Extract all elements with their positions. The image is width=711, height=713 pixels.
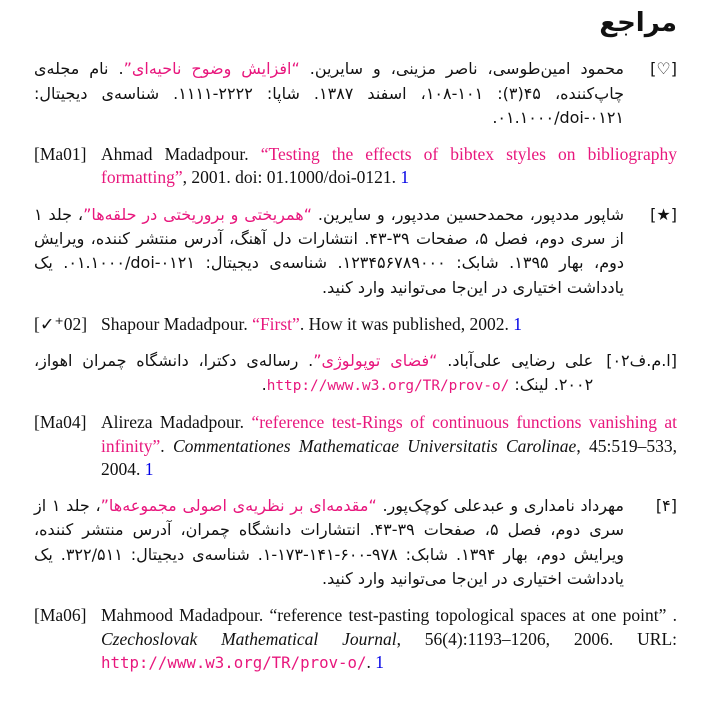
- citation-label: [ا.م.ف۰۲]: [606, 351, 677, 371]
- citation-text: [101, 604, 677, 674]
- reference-title-link[interactable]: “مقدمه‌ای بر نظریه‌ی اصولی مجموعه‌ها”: [100, 496, 377, 516]
- citation-text: [34, 203, 624, 300]
- citation-fragment: مهرداد نامداری و عبدعلی کوچک‌پور.: [376, 496, 624, 516]
- bib-entry: [34, 349, 677, 398]
- citation-fragment: Alireza Madadpour.: [101, 412, 252, 433]
- reference-title-link[interactable]: “فضای توپولوژی”: [313, 351, 438, 371]
- citation-text: [34, 57, 624, 130]
- citation-fragment: ، جلد ۱ از سری دوم، فصل ۵، صفحات ۳۹-۴۳. انتشارات دانشگاه چمران، آدرس منتشر کننده، ویرایش دوم، بهار ۱۳۹۴. شابک:: [34, 496, 625, 564]
- citation-label: [♡]: [650, 59, 677, 79]
- citation-fragment: علی رضایی علی‌آباد.: [437, 351, 594, 371]
- citation-text: [101, 411, 677, 481]
- citation-fragment: ، جلد ۱ از سری دوم، فصل ۵، صفحات ۳۹-۴۳. انتشارات دل آهنگ، آدرس منتشر کننده، ویرایش دوم، بهار ۱۳۹۵. شابک: ۱۲۳۴۵۶۷۸۹۰۰۰. شناسه‌ی دیجیتال:: [34, 204, 625, 273]
- citation-text: [34, 494, 624, 591]
- identifier-number: ۱-۱۷۳-۱۴۱-۶۰۰-۹۷۸: [262, 544, 398, 564]
- citation-fragment: . یک یادداشت اختیاری در این‌جا می‌توانید وارد کنید.: [34, 544, 624, 589]
- citation-fragment: Shapour Madadpour.: [101, 313, 253, 334]
- bib-entry: [34, 313, 677, 336]
- citation-fragment: .: [492, 107, 498, 127]
- references-heading: مراجع: [599, 8, 677, 38]
- citation-fragment: , 2001. doi: 01.1000/doi-0121.: [182, 167, 401, 188]
- identifier-number: ۳۲۲/۵۱۱: [65, 544, 123, 564]
- citation-fragment: . شناسه‌ی دیجیتال:: [122, 544, 263, 564]
- citation-fragment: . نام مجله‌ی چاپ‌کننده، ۴۵(۳): ۱۰۱-۱۰۸، اسفند ۱۳۸۷. شاپا: ۲۲۲۲-۱۱۱۱. شناسه‌ی دیجیتال:: [34, 59, 624, 103]
- reference-title-link[interactable]: “همریختی و بروریختی در حلقه‌ها”: [83, 204, 312, 224]
- citation-fragment: .: [366, 651, 376, 672]
- citation-fragment: شاپور مددپور، محمدحسین مددپور، و سایرین.: [312, 204, 625, 224]
- citation-label: [★]: [650, 204, 677, 224]
- citation-fragment: .: [261, 375, 267, 395]
- backref-page-link[interactable]: 1: [144, 458, 154, 479]
- bib-entry: [34, 57, 677, 130]
- bib-entry: [34, 604, 677, 674]
- bibliography-list: [34, 57, 677, 674]
- citation-text: [101, 313, 677, 336]
- backref-page-link[interactable]: 1: [400, 167, 410, 188]
- journal-name: Commentationes Mathematicae Universitatis Carolinae: [172, 435, 577, 456]
- citation-fragment: Ahmad Madadpour.: [101, 144, 261, 165]
- reference-title-link[interactable]: “First”: [252, 313, 300, 334]
- identifier-number: ۰۱.۱۰۰۰/doi-۰۱۲۱: [68, 253, 195, 273]
- citation-text: [101, 143, 677, 190]
- identifier-number: ۰۱.۱۰۰۰/doi-۰۱۲۱: [497, 107, 624, 127]
- backref-page-link[interactable]: 1: [513, 313, 522, 334]
- citation-fragment: , 56(4):1193–1206, 2006. URL:: [396, 628, 677, 649]
- bib-entry: [34, 494, 677, 591]
- citation-label: [Ma04]: [34, 412, 87, 433]
- citation-fragment: .: [160, 435, 173, 456]
- citation-label: [Ma01]: [34, 144, 87, 165]
- reference-title-link[interactable]: “افزایش وضوح ناحیه‌ای”: [123, 59, 300, 79]
- citation-label: [✓⁺02]: [34, 313, 88, 334]
- bib-entry: [34, 143, 677, 190]
- reference-title-link[interactable]: “reference test-Rings of continuous functions vanishing at infinity”: [101, 412, 677, 456]
- backref-page-link[interactable]: 1: [375, 651, 385, 672]
- journal-name: Czechoslovak Mathematical Journal: [101, 628, 397, 649]
- bib-entry: [34, 411, 677, 481]
- citation-label: [Ma06]: [34, 605, 87, 626]
- citation-fragment: محمود امین‌طوسی، ناصر مزینی، و سایرین.: [299, 59, 624, 79]
- bib-entry: [34, 203, 677, 300]
- citation-fragment: . یک یادداشت اختیاری در این‌جا می‌توانید وارد کنید.: [34, 253, 624, 297]
- citation-fragment: , 45:519–533, 2004.: [101, 435, 677, 479]
- url-link[interactable]: http://www.w3.org/TR/prov-o/: [266, 378, 510, 395]
- url-link[interactable]: http://www.w3.org/TR/prov-o/: [101, 652, 367, 672]
- citation-fragment: . رساله‌ی دکترا، دانشگاه چمران اهواز، ۲۰۰۲. لینک:: [34, 351, 594, 395]
- citation-fragment: . How it was published, 2002.: [299, 313, 514, 334]
- citation-fragment: Mahmood Madadpour. “reference test-pasting topological spaces at one point” .: [101, 605, 677, 626]
- citation-label: [۴]: [655, 496, 677, 516]
- reference-title-link[interactable]: “Testing the effects of bibtex styles on bibliography formatting”: [101, 144, 678, 188]
- citation-text: [34, 349, 593, 398]
